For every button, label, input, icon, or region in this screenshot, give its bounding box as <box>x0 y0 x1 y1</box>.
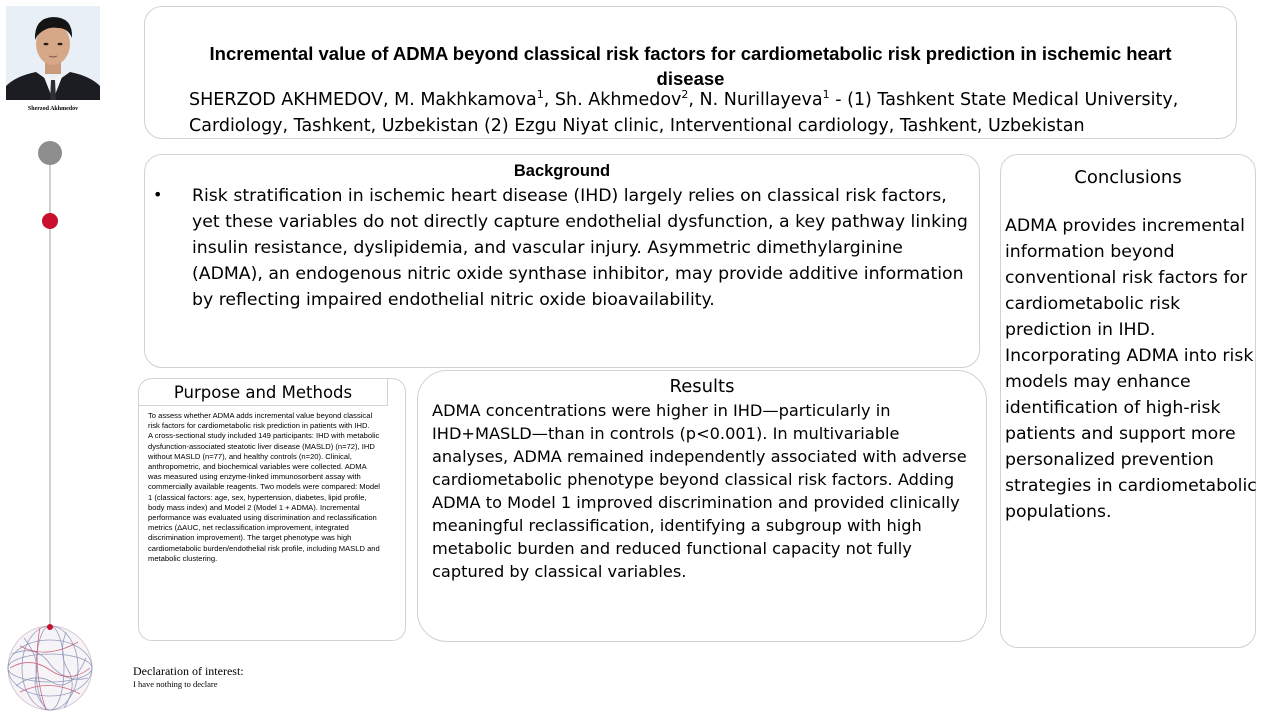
presenter-photo <box>6 6 100 100</box>
methods-heading: Purpose and Methods <box>139 379 388 406</box>
author-name: , M. Makhkamova <box>382 90 537 110</box>
affiliations-continued: Cardiology, Tashkent, Uzbekistan (2) Ezgu Niyat clinic, Interventional cardiology, Tashkent, Uzbekistan <box>189 116 1085 136</box>
declaration-heading: Declaration of interest: <box>133 664 244 678</box>
globe-logo-icon <box>6 624 94 712</box>
poster-header <box>144 6 1237 139</box>
author-name: SHERZOD AKHMEDOV <box>189 90 383 110</box>
background-heading: Background <box>513 162 611 180</box>
methods-text <box>148 411 380 564</box>
presenter-caption: Sherzod Akhmedov <box>27 106 79 112</box>
methods-design-paragraph: A cross-sectional study included 149 participants: IHD with metabolic dysfunction-associated steatotic liver disease (MASLD) (n=72), IHD without MASLD (n=77), and healthy controls (n=20). Clinical, anthropometric, and biochemical variables were collected. ADMA was measured using enzyme-linked immunosorbent assay with commercially available reagents. Two models were compared: Model 1 (classical factors: age, sex, hypertension, diabetes, lipid profile, body mass index) and Model 2 (Model 1 + ADMA). Incremental performance was evaluated using discrimination and reclassification metrics (ΔAUC, net reclassification improvement, integrated discrimination improvement). The target phenotype was high cardiometabolic burden/endothelial risk profile, including MASLD and metabolic clustering. <box>148 431 380 563</box>
affiliation-mark: 1 <box>822 88 830 102</box>
timeline-dot-grey <box>38 141 62 165</box>
methods-purpose-paragraph: To assess whether ADMA adds incremental value beyond classical risk factors for cardiometabolic risk prediction in patients with IHD. <box>148 411 373 431</box>
presenter-portrait-image <box>6 6 100 100</box>
author-name: , N. Nurillayeva <box>688 90 823 110</box>
author-name: , Sh. Akhmedov <box>543 90 682 110</box>
background-text: Risk stratification in ischemic heart disease (IHD) largely relies on classical risk factors, yet these variables do not directly capture endothelial dysfunction, a key pathway linking insulin resistance, dyslipidemia, and vascular injury. Asymmetric dimethylarginine (ADMA), an endogenous nitric oxide synthase inhibitor, may provide additive information by reflecting impaired endothelial nitric oxide bioavailability. <box>192 186 968 310</box>
methods-section <box>138 378 406 641</box>
results-heading: Results <box>669 376 735 397</box>
results-text: ADMA concentrations were higher in IHD—particularly in IHD+MASLD—than in controls (p<0.001). In multivariable analyses, ADMA remained independently associated with adverse cardiometabolic phenotype beyond classical risk factors. Adding ADMA to Model 1 improved discrimination and provided clinically meaningful reclassification, identifying a subgroup with high metabolic burden and reduced functional capacity not fully captured by classical variables. <box>432 401 967 581</box>
conclusions-text: ADMA provides incremental information beyond conventional risk factors for cardiometabolic risk prediction in IHD. Incorporating ADMA into risk models may enhance identification of high-risk patients and support more personalized prevention strategies in cardiometabolic populations. <box>1005 216 1257 522</box>
timeline-dot-red <box>42 213 58 229</box>
results-section <box>417 370 987 642</box>
bullet-marker: • <box>153 185 163 204</box>
poster-title: Incremental value of ADMA beyond classical risk factors for cardiometabolic risk prediction in ischemic heart disease <box>209 43 1172 89</box>
conclusions-section <box>1000 154 1256 648</box>
conclusions-heading: Conclusions <box>1074 167 1182 188</box>
background-section <box>144 154 980 368</box>
declaration-text: I have nothing to declare <box>133 679 218 689</box>
author-line <box>189 87 1196 139</box>
affiliation-mark: 2 <box>681 88 689 102</box>
affiliations: - (1) Tashkent State Medical University, <box>829 90 1179 110</box>
affiliation-mark: 1 <box>536 88 544 102</box>
